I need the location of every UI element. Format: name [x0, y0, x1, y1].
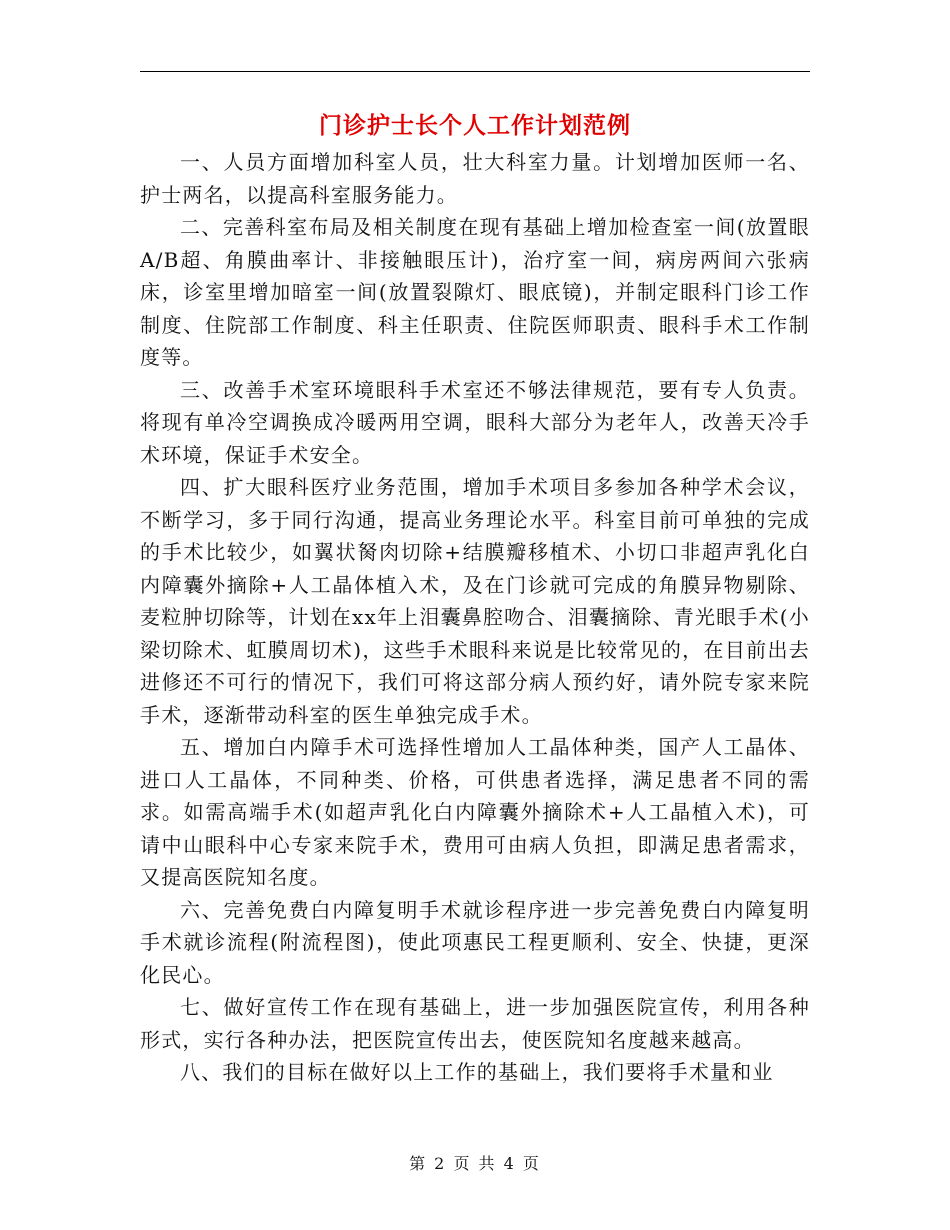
document-title: 门诊护士长个人工作计划范例	[319, 113, 631, 139]
paragraph-4: 四、扩大眼科医疗业务范围，增加手术项目多参加各种学术会议，不断学习，多于同行沟通，提高业务理论水平。科室目前可单独的完成的手术比较少，如翼状胬肉切除+结膜瓣移植术、小切口非超声乳化白内障囊外摘除+人工晶体植入术，及在门诊就可完成的角膜异物剔除、麦粒肿切除等，计划在xx年上泪囊鼻腔吻合、泪囊摘除、青光眼手术(小梁切除术、虹膜周切术)，这些手术眼科来说是比较常见的，在目前出去进修还不可行的情况下，我们可将这部分病人预约好，请外院专家来院手术，逐渐带动科室的医生单独完成手术。	[140, 475, 810, 727]
paragraph-1: 一、人员方面增加科室人员，壮大科室力量。计划增加医师一名、护士两名，以提高科室服务能力。	[140, 150, 810, 207]
paragraph-7: 七、做好宣传工作在现有基础上，进一步加强医院宣传，利用各种形式，实行各种办法，把医院宣传出去，使医院知名度越来越高。	[140, 995, 810, 1052]
paragraph-3: 三、改善手术室环境眼科手术室还不够法律规范，要有专人负责。将现有单冷空调换成冷暖两用空调，眼科大部分为老年人，改善天冷手术环境，保证手术安全。	[140, 377, 810, 467]
paragraph-6: 六、完善免费白内障复明手术就诊程序进一步完善免费白内障复明手术就诊流程(附流程图)，使此项惠民工程更顺利、安全、快捷，更深化民心。	[140, 897, 810, 987]
paragraph-5: 五、增加白内障手术可选择性增加人工晶体种类，国产人工晶体、进口人工晶体，不同种类、价格，可供患者选择，满足患者不同的需求。如需高端手术(如超声乳化白内障囊外摘除术+人工晶植入术)，可请中山眼科中心专家来院手术，费用可由病人负担，即满足患者需求，又提高医院知名度。	[140, 735, 810, 889]
header-rule	[140, 71, 810, 72]
document-body	[140, 146, 810, 1089]
paragraph-8: 八、我们的目标在做好以上工作的基础上，我们要将手术量和业	[180, 1060, 774, 1084]
page-number: 第 2 页 共 4 页	[409, 1154, 541, 1173]
paragraph-2: 二、完善科室布局及相关制度在现有基础上增加检查室一间(放置眼A/B超、角膜曲率计、非接触眼压计)，治疗室一间，病房两间六张病床，诊室里增加暗室一间(放置裂隙灯、眼底镜)，并制定眼科门诊工作制度、住院部工作制度、科主任职责、住院医师职责、眼科手术工作制度等。	[140, 215, 810, 369]
